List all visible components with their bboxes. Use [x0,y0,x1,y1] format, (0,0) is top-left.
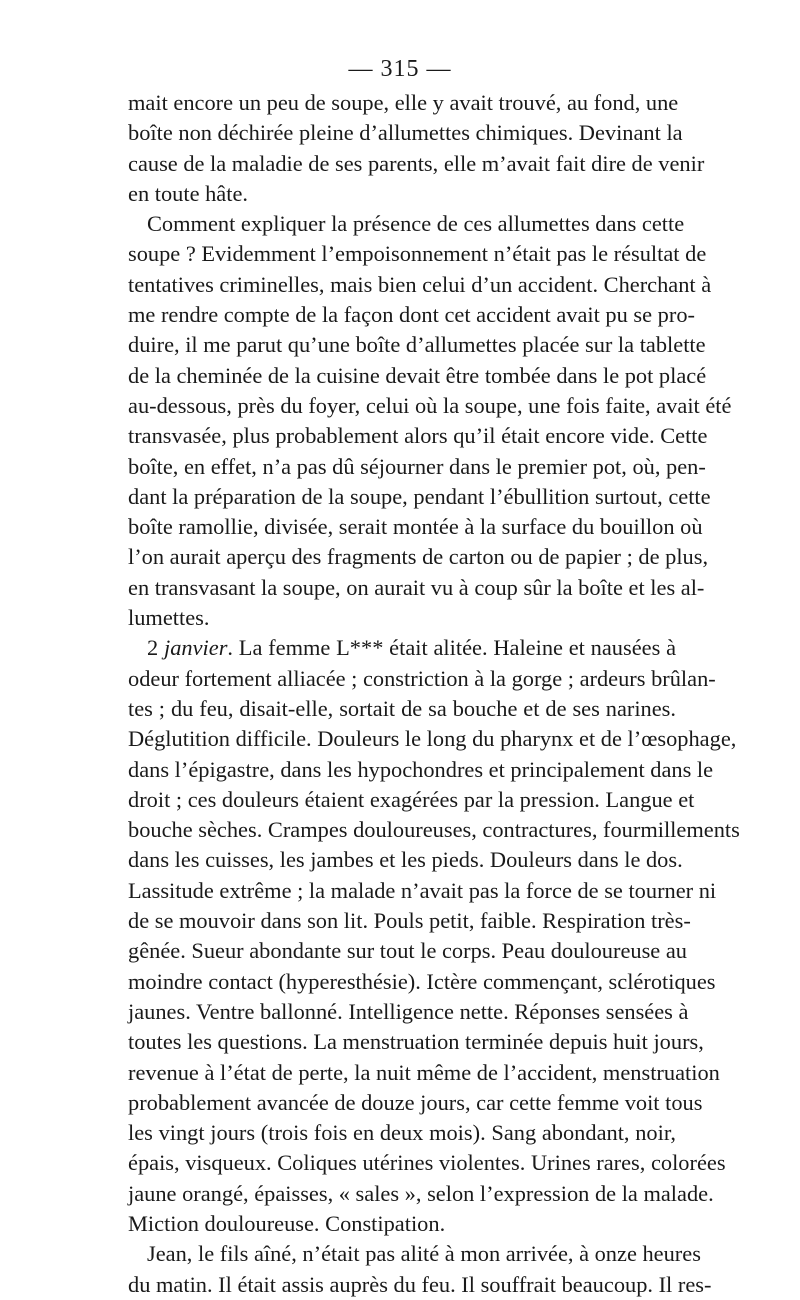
text-line: les vingt jours (trois fois en deux mois). Sang abondant, noir, [128,1120,676,1146]
text-line: épais, visqueux. Coliques utérines violentes. Urines rares, colorées [128,1150,726,1176]
text-line: Miction douloureuse. Constipation. [128,1210,446,1236]
text-line: Lassitude extrême ; la malade n’avait pas la force de se tourner ni [128,877,717,903]
page-number: — 315 — [348,56,452,82]
text-line: probablement avancée de douze jours, car cette femme voit tous [128,1089,703,1115]
text-line: moindre contact (hyperesthésie). Ictère commençant, sclérotiques [128,968,716,994]
text-line: me rendre compte de la façon dont cet accident avait pu se pro- [128,302,695,328]
text-line: gênée. Sueur abondante sur tout le corps. Peau douloureuse au [128,938,687,964]
text-line: dans l’épigastre, dans les hypochondres et principalement dans le [128,756,714,782]
text-line: en toute hâte. [128,180,248,206]
text-line: boîte ramollie, divisée, serait montée à la surface du bouillon où [128,514,703,540]
text-line: mait encore un peu de soupe, elle y avait trouvé, au fond, une [128,90,679,115]
text-line: tentatives criminelles, mais bien celui d’un accident. Cherchant à [128,271,712,297]
text-line: toutes les questions. La menstruation terminée depuis huit jours, [128,1029,704,1055]
text-line: 2 janvier. La femme L*** était alitée. Haleine et nausées à [147,635,677,661]
text-line: jaunes. Ventre ballonné. Intelligence nette. Réponses sensées à [128,998,689,1024]
text-line: de se mouvoir dans son lit. Pouls petit, faible. Respiration très- [128,908,691,934]
text-line: odeur fortement alliacée ; constriction à la gorge ; ardeurs brûlan- [128,665,716,691]
text-line: au-dessous, près du foyer, celui où la soupe, une fois faite, avait été [128,392,732,418]
text-line: dans les cuisses, les jambes et les pieds. Douleurs dans le dos. [128,847,683,873]
text-line: revenue à l’état de perte, la nuit même de l’accident, menstruation [128,1059,720,1085]
text-line: en transvasant la soupe, on aurait vu à coup sûr la boîte et les al- [128,574,705,600]
text-line: bouche sèches. Crampes douloureuses, contractures, fourmillements [128,817,740,843]
text-line: Déglutition difficile. Douleurs le long du pharynx et de l’œsophage, [128,726,737,752]
text-line: duire, il me parut qu’une boîte d’allumettes placée sur la tablette [128,332,706,358]
text-line: droit ; ces douleurs étaient exagérées par la pression. Langue et [128,786,695,812]
text-line: transvasée, plus probablement alors qu’il était encore vide. Cette [128,423,708,449]
text-line: Jean, le fils aîné, n’était pas alité à mon arrivée, à onze heures [147,1241,701,1267]
text-line: jaune orangé, épaisses, « sales », selon l’expression de la malade. [128,1180,714,1206]
text-line: boîte, en effet, n’a pas dû séjourner dans le premier pot, où, pen- [128,453,706,479]
text-line: du matin. Il était assis auprès du feu. Il souffrait beaucoup. Il res- [128,1271,712,1297]
text-line: Comment expliquer la présence de ces allumettes dans cette [147,211,685,237]
text-line: de la cheminée de la cuisine devait être tombée dans le pot placé [128,362,707,388]
body-text [128,88,740,1300]
text-line: soupe ? Evidemment l’empoisonnement n’était pas le résultat de [128,241,707,267]
text-line: lumettes. [128,605,210,631]
text-line: cause de la maladie de ses parents, elle m’avait fait dire de venir [128,150,705,176]
text-line: l’on aurait aperçu des fragments de carton ou de papier ; de plus, [128,544,709,570]
text-line: dant la préparation de la soupe, pendant l’ébullition surtout, cette [128,483,711,509]
text-line: boîte non déchirée pleine d’allumettes chimiques. Devinant la [128,120,683,146]
text-line: tes ; du feu, disait-elle, sortait de sa bouche et de ses narines. [128,695,676,721]
